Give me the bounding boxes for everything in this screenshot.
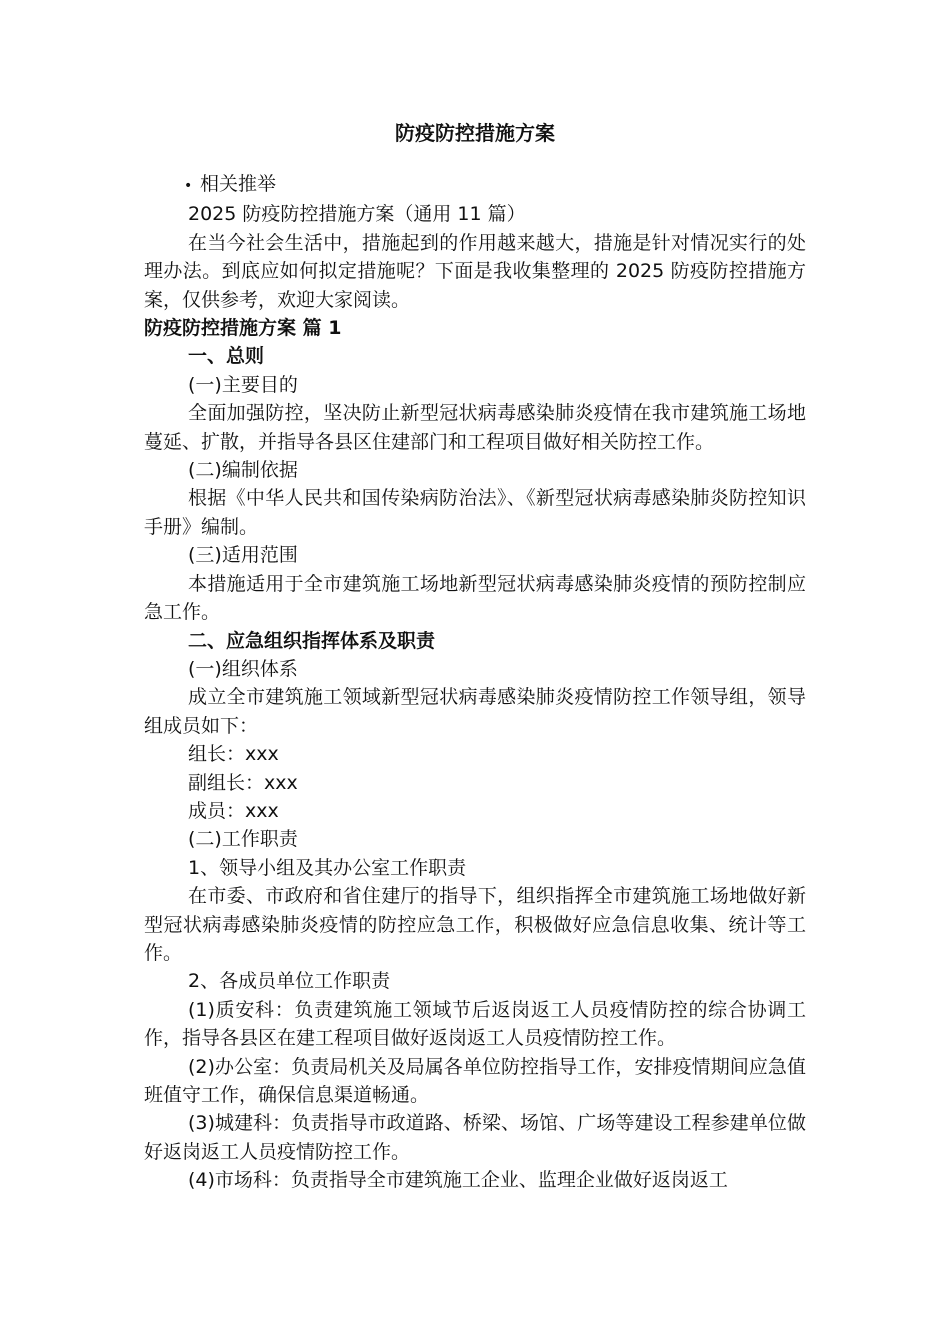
document-body bbox=[144, 170, 806, 1195]
body-paragraph: 本措施适用于全市建筑施工场地新型冠状病毒感染肺炎疫情的预防控制应急工作。 bbox=[144, 572, 806, 624]
section-subheading: 二、应急组织指挥体系及职责 bbox=[188, 629, 436, 652]
body-paragraph: (4)市场科：负责指导全市建筑施工企业、监理企业做好返岗返工 bbox=[188, 1169, 728, 1192]
body-paragraph: 在市委、市政府和省住建厅的指导下，组织指挥全市建筑施工场地做好新型冠状病毒感染肺炎疫情的防控应急工作，积极做好应急信息收集、统计等工作。 bbox=[144, 885, 806, 964]
intro-paragraph: 在当今社会生活中，措施起到的作用越来越大，措施是针对情况实行的处理办法。到底应如何拟定措施呢？下面是我收集整理的 2025 防疫防控措施方案，仅供参考，欢迎大家阅读。 bbox=[144, 231, 806, 311]
related-label: 相关推举 bbox=[200, 173, 277, 195]
paragraph-list bbox=[144, 342, 806, 1194]
section-heading: 防疫防控措施方案 篇 1 bbox=[144, 317, 342, 340]
body-paragraph: 副组长：xxx bbox=[188, 771, 298, 794]
body-paragraph: (一)组织体系 bbox=[188, 657, 298, 680]
body-paragraph: (二)编制依据 bbox=[188, 459, 298, 482]
body-paragraph: (2)办公室：负责局机关及局属各单位防控指导工作，安排疫情期间应急值班值守工作，确保信息渠道畅通。 bbox=[144, 1055, 806, 1106]
body-paragraph: 成立全市建筑施工领域新型冠状病毒感染肺炎疫情防控工作领导组，领导组成员如下： bbox=[144, 686, 806, 737]
body-paragraph: 全面加强防控，坚决防止新型冠状病毒感染肺炎疫情在我市建筑施工场地蔓延、扩散，并指导各县区住建部门和工程项目做好相关防控工作。 bbox=[144, 402, 806, 453]
body-paragraph: 组长：xxx bbox=[188, 743, 279, 766]
body-paragraph: 2、各成员单位工作职责 bbox=[188, 970, 391, 993]
document-title: 防疫防控措施方案 bbox=[395, 121, 555, 145]
body-paragraph: (一)主要目的 bbox=[188, 373, 298, 396]
section-subheading: 一、总则 bbox=[188, 345, 265, 368]
body-paragraph: (3)城建科：负责指导市政道路、桥梁、场馆、广场等建设工程参建单位做好返岗返工人员疫情防控工作。 bbox=[144, 1112, 806, 1163]
body-paragraph: (1)质安科：负责建筑施工领域节后返岗返工人员疫情防控的综合协调工作，指导各县区在建工程项目做好返岗返工人员疫情防控工作。 bbox=[144, 998, 806, 1050]
body-paragraph: (二)工作职责 bbox=[188, 828, 298, 851]
related-item: 2025 防疫防控措施方案（通用 11 篇） bbox=[188, 203, 526, 226]
body-paragraph: 根据《中华人民共和国传染病防治法》、《新型冠状病毒感染肺炎防控知识手册》编制。 bbox=[144, 487, 806, 538]
bullet-icon: • bbox=[184, 178, 193, 194]
body-paragraph: (三)适用范围 bbox=[188, 544, 298, 567]
body-paragraph: 成员：xxx bbox=[188, 799, 279, 822]
body-paragraph: 1、领导小组及其办公室工作职责 bbox=[188, 856, 467, 879]
related-recommend bbox=[144, 170, 806, 200]
